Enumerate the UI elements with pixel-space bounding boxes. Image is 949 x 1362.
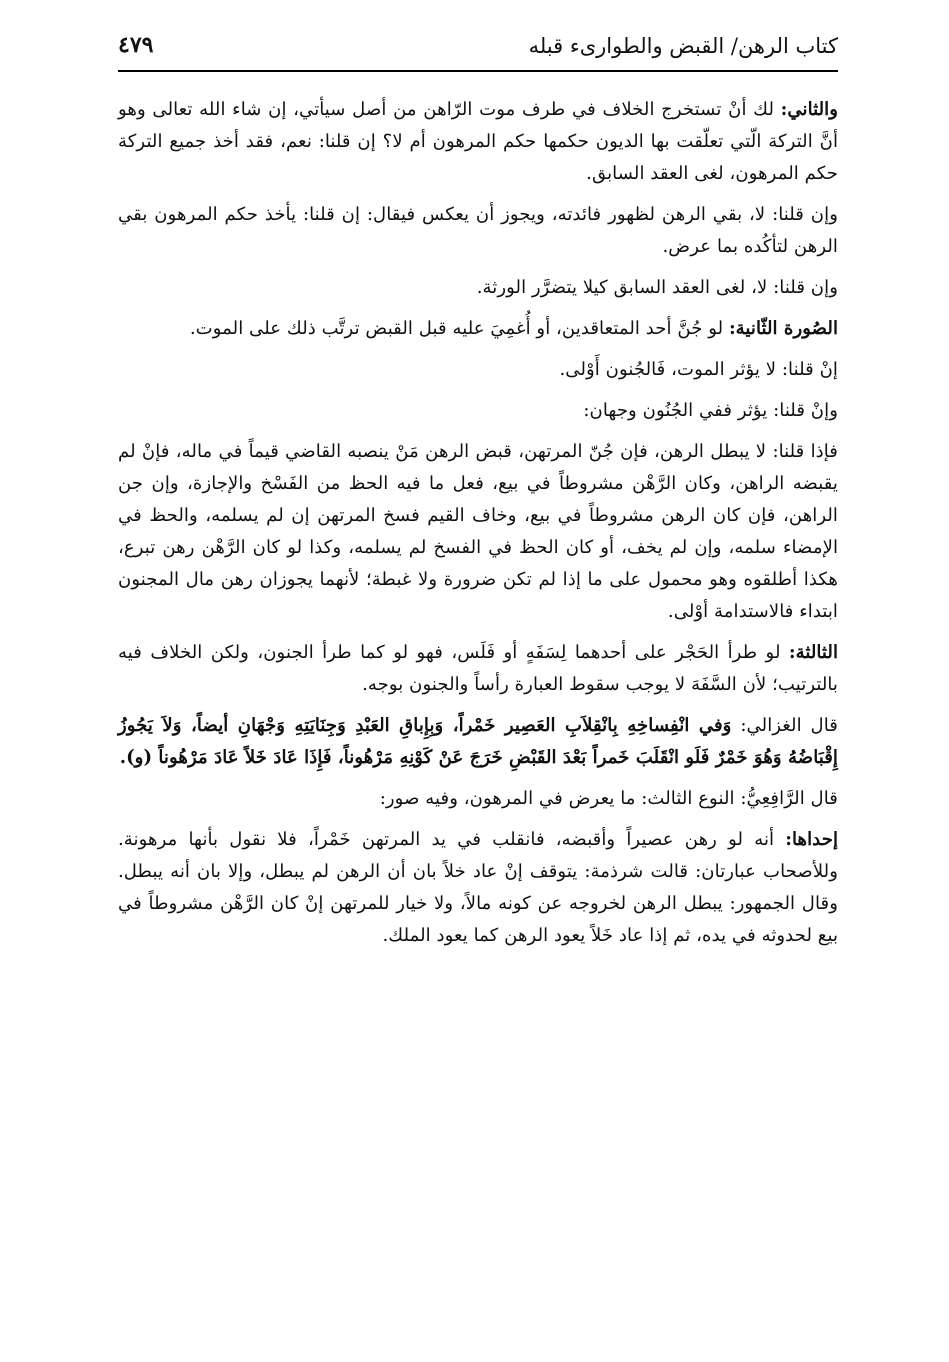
- paragraph-text: وإن قلنا: لا، بقي الرهن لظهور فائدته، ويجوز أن يعكس فيقال: إن قلنا: يأخذ حكم المرهون بقي الرهن لتأكُده بما عرض.: [118, 204, 838, 257]
- paragraph-lead: الصُورة الثّانية:: [728, 318, 838, 339]
- paragraph: [118, 313, 838, 345]
- paragraph: [118, 395, 838, 427]
- paragraph: [118, 637, 838, 701]
- paragraph: [118, 436, 838, 628]
- paragraph-text: قال الغزالي:: [731, 715, 838, 736]
- paragraph: [118, 824, 838, 952]
- paragraph-text: أنه لو رهن عصيراً وأقبضه، فانقلب في يد المرتهن خَمْراً، فلا نقول بأنها مرهونة. وللأصحاب عبارتان: قالت شرذمة: يتوقف إنْ عاد خلاً بان أن الرهن لم يبطل، وإلا بان أنه يبطل. وقال الجمهور: يبطل الرهن لخروجه عن كونه مالاً، ولا خيار للمرتهن إنْ كان الرَّهْن مشروطاً في بيع لحدوثه في يده، ثم إذا عاد خَلاً يعود الرهن كما يعود الملك.: [118, 829, 838, 946]
- page-number: ٤٧٩: [118, 32, 154, 58]
- paragraph-lead: والثاني:: [780, 99, 838, 120]
- page-body: [118, 94, 838, 952]
- paragraph-lead: إحداها:: [785, 829, 838, 850]
- paragraph: [118, 783, 838, 815]
- paragraph-lead: الثالثة:: [788, 642, 838, 663]
- paragraph: [118, 199, 838, 263]
- paragraph-text: إنْ قلنا: لا يؤثر الموت، فَالجُنون أَوْلى.: [559, 359, 838, 380]
- book-page: [118, 30, 838, 961]
- paragraph-text: قال الرَّافِعِيُّ: النوع الثالث: ما يعرض في المرهون، وفيه صور:: [379, 788, 838, 809]
- paragraph-text: وإن قلنا: لا، لغى العقد السابق كيلا يتضرَّر الورثة.: [476, 277, 838, 298]
- paragraph-ghazali-quote: [118, 710, 838, 774]
- paragraph: [118, 354, 838, 386]
- header-title: كتاب الرهن/ القبض والطوارىء قبله: [528, 34, 838, 58]
- running-header: [118, 30, 838, 72]
- paragraph: [118, 94, 838, 190]
- paragraph-text: لو جُنَّ أحد المتعاقدين، أو أُغمِيَ عليه قبل القبض ترتَّب ذلك على الموت.: [189, 318, 729, 339]
- paragraph-text: لو طرأ الحَجْر على أحدهما لِسَفَهٍ أو فَلَس، فهو لو كما طرأ الجنون، ولكن الخلاف فيه بالترتيب؛ لأن السَّفَهَ لا يوجب سقوط العبارة رأساً والجنون بوجه.: [118, 642, 838, 695]
- paragraph: [118, 272, 838, 304]
- paragraph-text: وإنْ قلنا: يؤثر ففي الجُنُون وجهان:: [583, 400, 838, 421]
- quoted-matn: وَفي انْفِساخِهِ بِانْقِلاَبِ العَصِير خَمْراً، وَبِإِباقِ العَبْدِ وَجِنَايَتِهِ وَجْهَانِ أيضاً، وَلاَ يَجُوزُ إِقْبَاضُهُ وَهُوَ خَمْرٌ فَلَو انْقَلَبَ خَمراً بَعْدَ القَبْضِ خَرَجَ عَنْ كَوْنِهِ مَرْهُوناً، فَإِذَا عَادَ خَلاً عَادَ مَرْهُوناً (و).: [118, 715, 838, 768]
- paragraph-text: لك أنْ تستخرج الخلاف في طرف موت الرّاهن من أصل سيأتي، إن شاء الله تعالى وهو أنَّ التركة الّتي تعلّقت بها الديون حكمها حكم المرهون أم لا؟ إن قلنا: نعم، فقد أخذ جميع التركة حكم المرهون، لغى العقد السابق.: [118, 99, 838, 184]
- paragraph-text: فإذا قلنا: لا يبطل الرهن، فإن جُنّ المرتهن، قبض الرهن مَنْ ينصبه القاضي قيماً في ماله، فإنْ لم يقبضه الراهن، وكان الرَّهْن مشروطاً في بيع، فعل ما فيه الحظ من الفَسْخ والإجازة، وإن جن الراهن، فإن كان الرهن مشروطاً في بيع، وخاف القيم فسخ المرتهن إن لم يسلمه، والحظ في الإمضاء سلمه، وإن لم يخف، أو كان الحظ في الفسخ لم يسلمه، وكذا لو كان الرَّهْن رهن تبرع، هكذا أطلقوه وهو محمول على ما إذا لم تكن ضرورة ولا غبطة؛ لأنهما يجوزان رهن مال المجنون ابتداء فالاستدامة أوْلى.: [118, 441, 838, 622]
